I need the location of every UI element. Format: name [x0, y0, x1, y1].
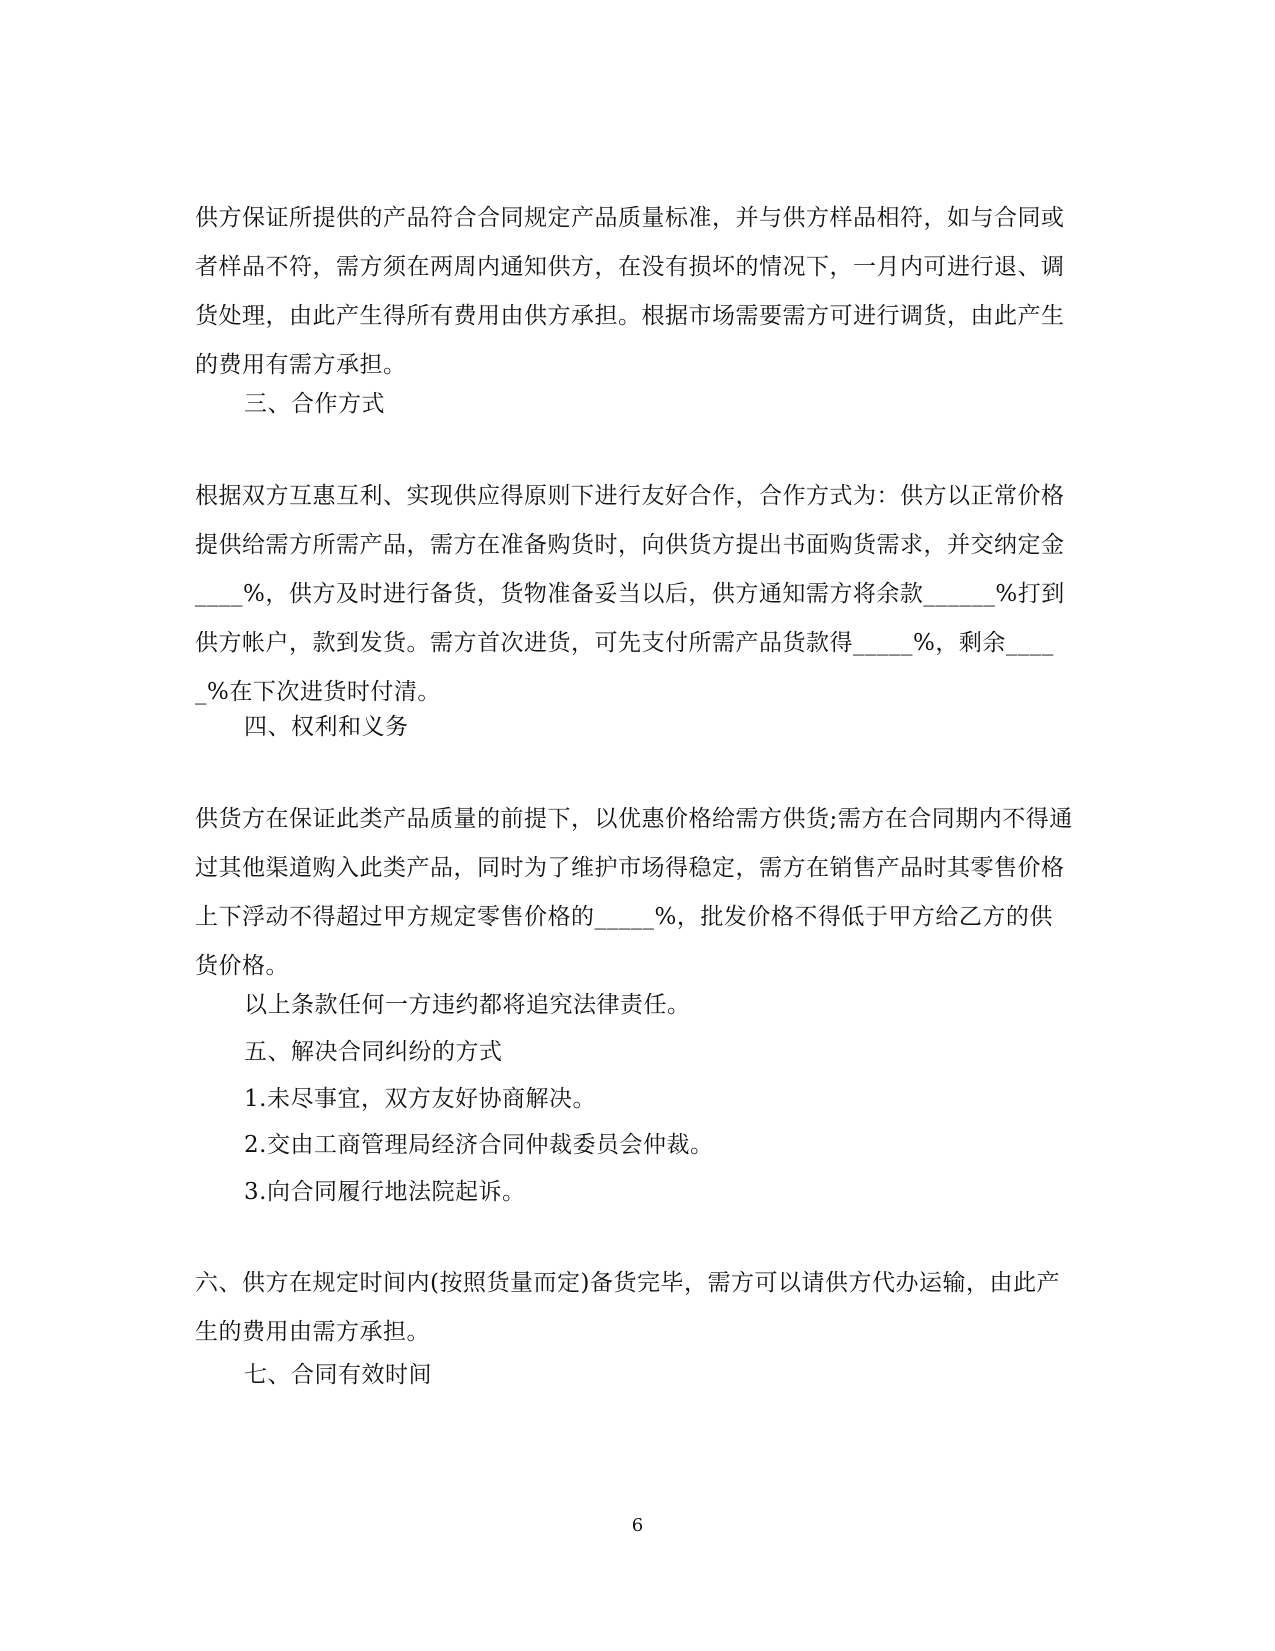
section-heading-rights: 四、权利和义务 — [244, 714, 409, 740]
dispute-item-2: 2.交由工商管理局经济合同仲裁委员会仲裁。 — [244, 1132, 714, 1158]
section-heading-disputes: 五、解决合同纠纷的方式 — [244, 1039, 503, 1065]
dispute-item-3: 3.向合同履行地法院起诉。 — [244, 1179, 526, 1205]
section-heading-validity: 七、合同有效时间 — [244, 1362, 432, 1388]
transport-paragraph: 六、供方在规定时间内(按照货量而定)备货完毕，需方可以请供方代办运输，由此产生的费用由需方承担。 — [195, 1270, 1060, 1345]
rights-paragraph: 供货方在保证此类产品质量的前提下，以优惠价格给需方供货;需方在合同期内不得通过其他渠道购入此类产品，同时为了维护市场得稳定，需方在销售产品时其零售价格上下浮动不得超过甲方规定零售价格的_____%，批发价格不得低于甲方给乙方的供货价格。 — [195, 806, 1073, 979]
cooperation-paragraph: 根据双方互惠互利、实现供应得原则下进行友好合作，合作方式为：供方以正常价格提供给需方所需产品，需方在准备购货时，向供货方提出书面购货需求，并交纳定金____%，供方及时进行备货，货物准备妥当以后，供方通知需方将余款______%打到供方帐户，款到发货。需方首次进货，可先支付所需产品货款得_____%，剩余_____%在下次进货时付清。 — [195, 483, 1065, 705]
quality-guarantee-paragraph: 供方保证所提供的产品符合合同规定产品质量标准，并与供方样品相符，如与合同或者样品不符，需方须在两周内通知供方，在没有损坏的情况下，一月内可进行退、调货处理，由此产生得所有费用由供方承担。根据市场需要需方可进行调货，由此产生的费用有需方承担。 — [195, 205, 1065, 378]
dispute-item-1: 1.未尽事宜，双方友好协商解决。 — [244, 1086, 596, 1112]
page-number: 6 — [631, 1515, 644, 1536]
section-heading-cooperation: 三、合作方式 — [244, 391, 385, 417]
liability-paragraph: 以上条款任何一方违约都将追究法律责任。 — [244, 992, 691, 1018]
